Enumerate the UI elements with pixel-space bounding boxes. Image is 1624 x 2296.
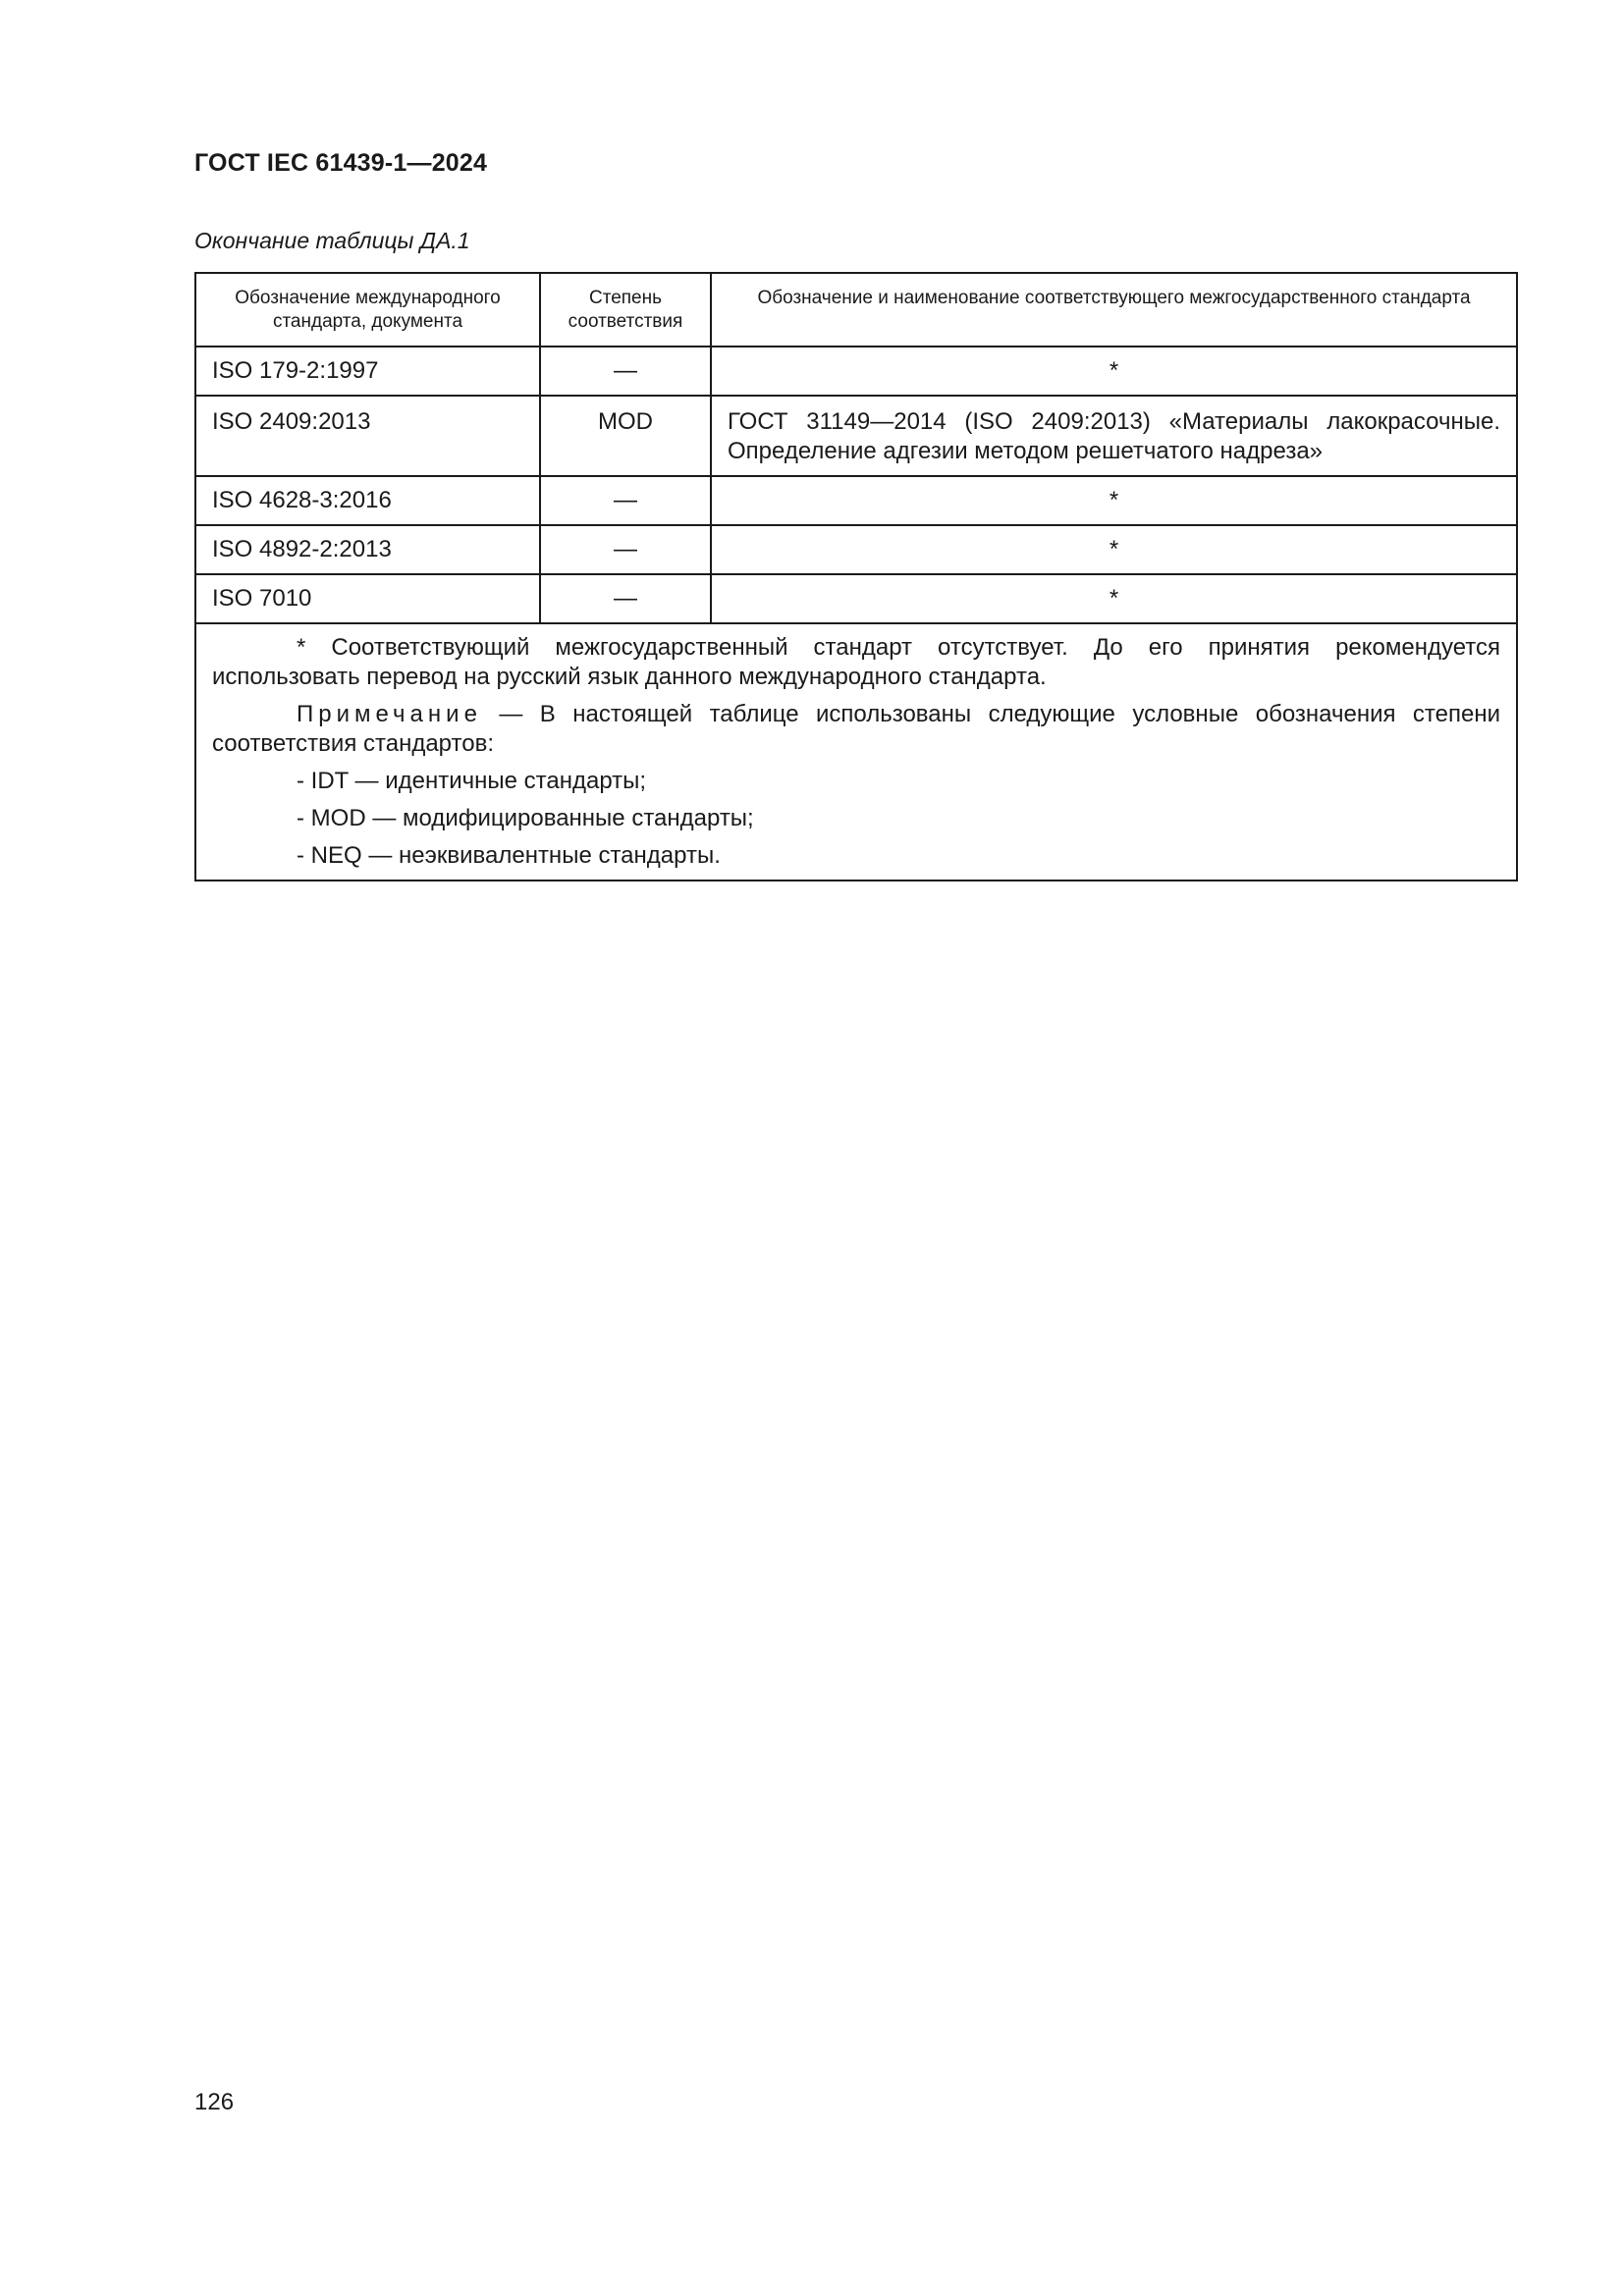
table-caption: Окончание таблицы ДА.1 xyxy=(194,228,470,253)
table-row xyxy=(195,476,1517,525)
degree-cell: — xyxy=(540,525,711,574)
table-row xyxy=(195,396,1517,476)
document-header: ГОСТ IEC 61439-1—2024 xyxy=(194,149,488,177)
column-header-interstate-standard: Обозначение и наименование соответствующего межгосударственного стандарта xyxy=(711,273,1517,347)
standard-code-cell: ISO 179-2:1997 xyxy=(195,347,540,396)
table-note xyxy=(212,700,1500,759)
degree-cell: MOD xyxy=(540,396,711,476)
column-header-international-standard: Обозначение международного стандарта, документа xyxy=(195,273,540,347)
table-footnote: * Соответствующий межгосударственный стандарт отсутствует. До его принятия рекомендуется использовать перевод на русский язык данного международного стандарта. xyxy=(212,634,1500,690)
note-text: — В настоящей таблице использованы следующие условные обозначения степени соответствия стандартов: xyxy=(212,701,1500,757)
note-label: Примечание xyxy=(297,701,482,727)
degree-cell: — xyxy=(540,574,711,623)
gost-cell: * xyxy=(711,476,1517,525)
list-item: - MOD — модифицированные стандарты; xyxy=(297,805,754,831)
list-item: - IDT — идентичные стандарты; xyxy=(297,768,647,794)
table-row xyxy=(195,525,1517,574)
standard-code-cell: ISO 2409:2013 xyxy=(195,396,540,476)
degree-cell: — xyxy=(540,347,711,396)
table-row xyxy=(195,574,1517,623)
degree-legend-list xyxy=(212,767,1500,871)
standards-correspondence-table xyxy=(194,272,1518,881)
degree-cell: — xyxy=(540,476,711,525)
page-number: 126 xyxy=(194,2089,235,2115)
gost-cell: * xyxy=(711,347,1517,396)
column-header-degree: Степень соответствия xyxy=(540,273,711,347)
standard-code-cell: ISO 4628-3:2016 xyxy=(195,476,540,525)
table-notes-row xyxy=(195,623,1517,881)
gost-cell: * xyxy=(711,574,1517,623)
standards-table-container xyxy=(194,272,1516,881)
standard-code-cell: ISO 7010 xyxy=(195,574,540,623)
list-item: - NEQ — неэквивалентные стандарты. xyxy=(297,842,721,869)
standard-code-cell: ISO 4892-2:2013 xyxy=(195,525,540,574)
gost-cell: ГОСТ 31149—2014 (ISO 2409:2013) «Материалы лакокрасочные. Определение адгезии методом решетчатого надреза» xyxy=(711,396,1517,476)
table-row xyxy=(195,347,1517,396)
gost-cell: * xyxy=(711,525,1517,574)
table-notes-cell xyxy=(195,623,1517,881)
table-header-row xyxy=(195,273,1517,347)
